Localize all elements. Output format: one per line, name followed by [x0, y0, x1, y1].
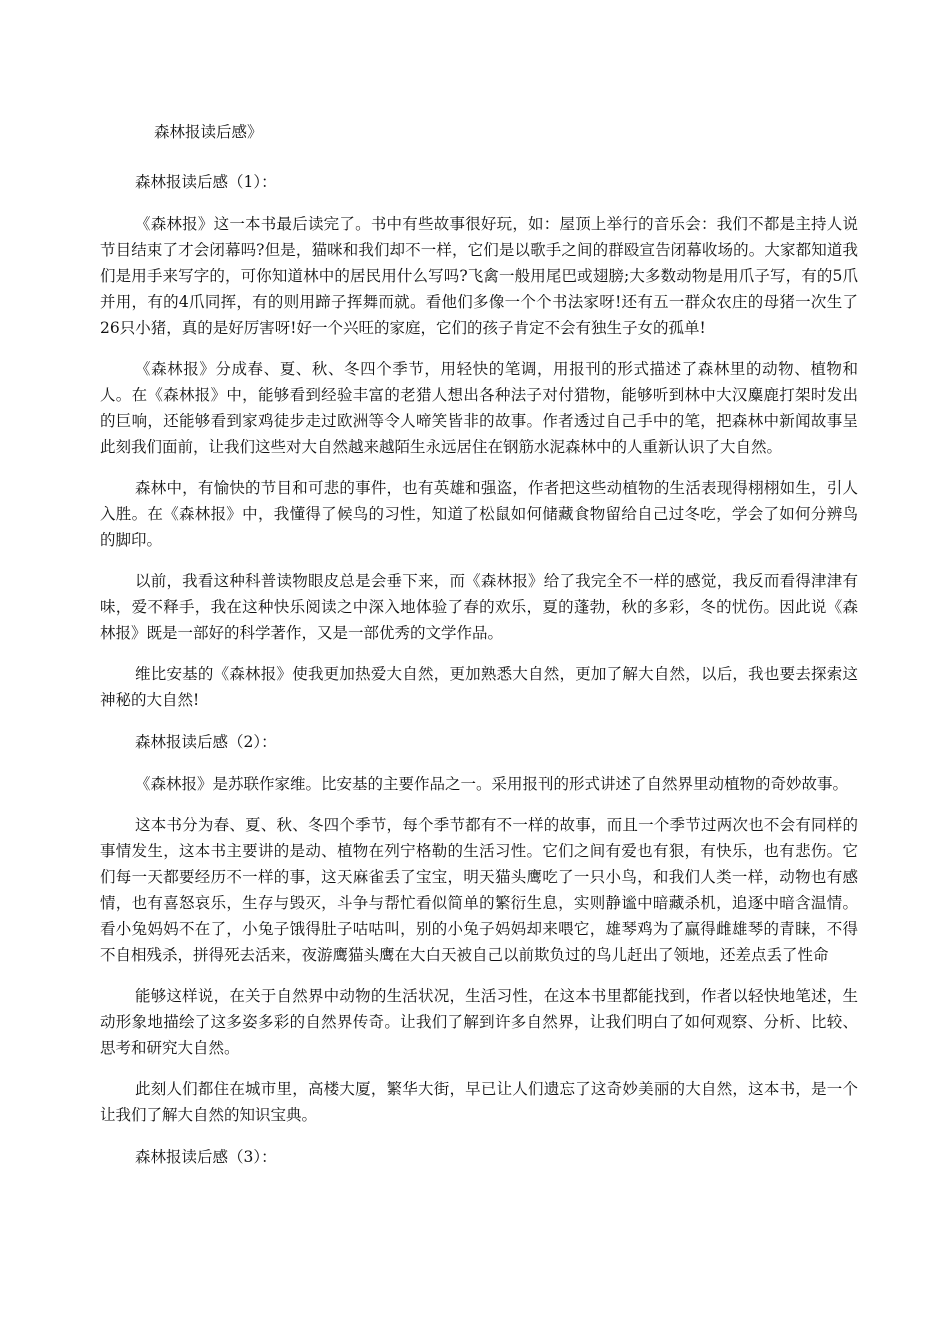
paragraph: 《森林报》分成春、夏、秋、冬四个季节，用轻快的笔调，用报刊的形式描述了森林里的动物、植物和人。在《森林报》中，能够看到经验丰富的老猎人想出各种法子对付猎物，能够听到林中大汉麋鹿打架时发出的巨响，还能够看到家鸡徒步走过欧洲等令人啼笑皆非的故事。作者透过自己手中的笔，把森林中新闻故事呈此刻我们面前，让我们这些对大自然越来越陌生永远居住在钢筋水泥森林中的人重新认识了大自然。 — [100, 360, 858, 456]
section-heading: 森林报读后感（3）： — [135, 1148, 277, 1166]
section-heading: 森林报读后感（2）： — [135, 733, 277, 751]
paragraph: 能够这样说，在关于自然界中动物的生活状况，生活习性，在这本书里都能找到，作者以轻快地笔述，生动形象地描绘了这多姿多彩的自然界传奇。让我们了解到许多自然界，让我们明白了如何观察、分析、比较、思考和研究大自然。 — [100, 987, 858, 1057]
paragraph: 此刻人们都住在城市里，高楼大厦，繁华大街，早已让人们遗忘了这奇妙美丽的大自然，这本书，是一个让我们了解大自然的知识宝典。 — [100, 1080, 858, 1124]
essay-section-2 — [100, 728, 858, 1128]
paragraph: 《森林报》是苏联作家维。比安基的主要作品之一。采用报刊的形式讲述了自然界里动植物的奇妙故事。 — [135, 775, 849, 793]
paragraph: 以前，我看这种科普读物眼皮总是会垂下来，而《森林报》给了我完全不一样的感觉，我反而看得津津有味，爱不释手，我在这种快乐阅读之中深入地体验了春的欢乐，夏的蓬勃，秋的多彩，冬的忧伤。因此说《森林报》既是一部好的科学著作，又是一部优秀的文学作品。 — [100, 572, 858, 642]
document-title: 森林报读后感》 — [154, 123, 263, 141]
essay-section-1 — [100, 168, 858, 713]
document-body — [100, 118, 858, 1186]
paragraph: 《森林报》这一本书最后读完了。书中有些故事很好玩，如：屋顶上举行的音乐会：我们不都是主持人说节目结束了才会闭幕吗?但是，猫咪和我们却不一样，它们是以歌手之间的群殴宣告闭幕收场的。大家都知道我们是用手来写字的，可你知道林中的居民用什么写吗?飞禽一般用尾巴或翅膀;大多数动物是用爪子写，有的5爪并用，有的4爪同挥，有的则用蹄子挥舞而就。看他们多像一个个书法家呀!还有五一群众农庄的母猪一次生了26只小猪，真的是好厉害呀!好一个兴旺的家庭，它们的孩子肯定不会有独生子女的孤单! — [100, 215, 858, 337]
essay-section-3 — [100, 1143, 858, 1171]
paragraph: 森林中，有愉快的节目和可悲的事件，也有英雄和强盗，作者把这些动植物的生活表现得栩栩如生，引人入胜。在《森林报》中，我懂得了候鸟的习性，知道了松鼠如何储藏食物留给自己过冬吃，学会了如何分辨鸟的脚印。 — [100, 479, 858, 549]
section-heading: 森林报读后感（1）： — [135, 173, 277, 191]
paragraph: 维比安基的《森林报》使我更加热爱大自然，更加熟悉大自然，更加了解大自然，以后，我也要去探索这神秘的大自然! — [100, 665, 858, 709]
paragraph: 这本书分为春、夏、秋、冬四个季节，每个季节都有不一样的故事，而且一个季节过两次也不会有同样的事情发生，这本书主要讲的是动、植物在列宁格勒的生活习性。它们之间有爱也有狠，有快乐，也有悲伤。它们每一天都要经历不一样的事，这天麻雀丢了宝宝，明天猫头鹰吃了一只小鸟，和我们人类一样，动物也有感情，也有喜怒哀乐，生存与毁灭，斗争与帮忙看似简单的繁衍生息，实则静谧中暗藏杀机，追逐中暗含温情。看小兔妈妈不在了，小兔子饿得肚子咕咕叫，别的小兔子妈妈却来喂它，雄琴鸡为了赢得雌雄琴的青睐，不得不自相残杀，拼得死去活来，夜游鹰猫头鹰在大白天被自己以前欺负过的鸟儿赶出了领地，还差点丢了性命 — [100, 816, 858, 964]
